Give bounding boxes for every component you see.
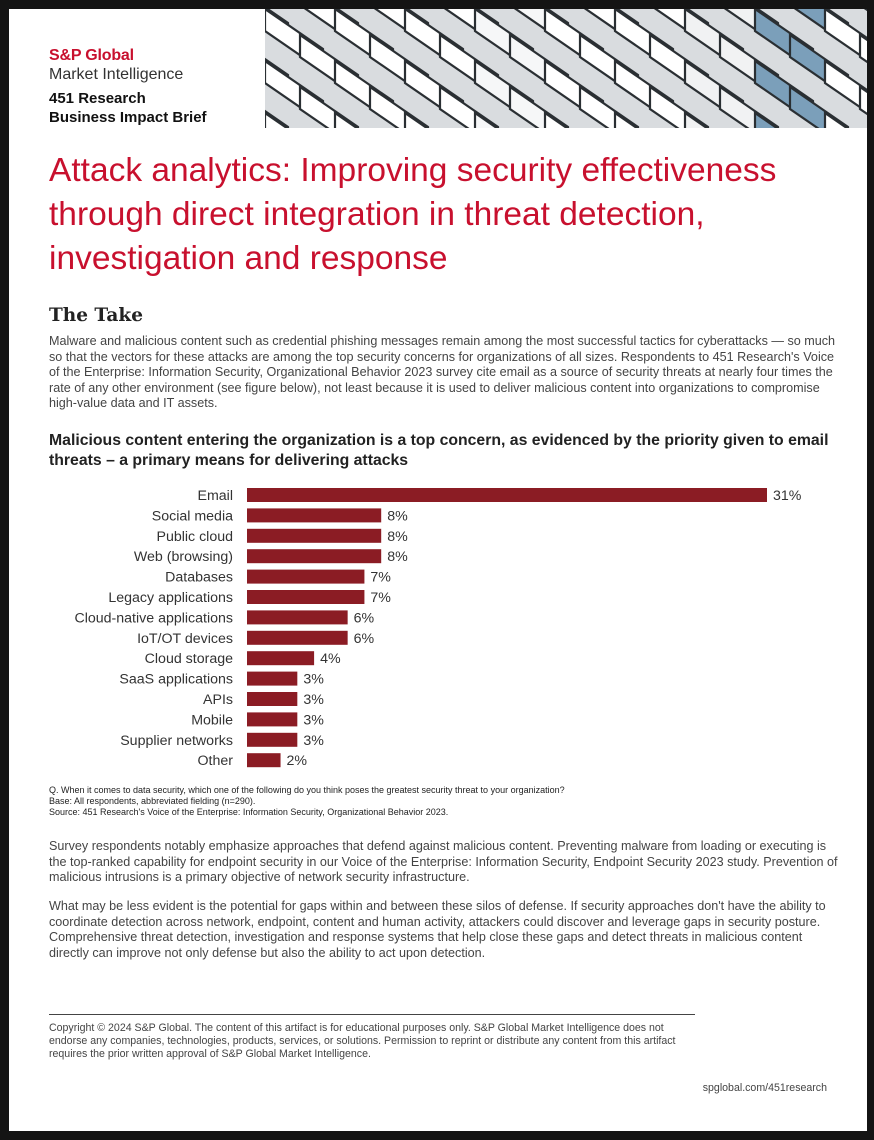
bar [247,692,297,706]
brief-label: Business Impact Brief [49,109,207,126]
survey-base: Base: All respondents, abbreviated fielding (n=290). [49,796,256,806]
value-label: 7% [370,590,391,606]
value-label: 3% [303,732,324,749]
value-label: 8% [387,549,408,566]
value-label: 3% [303,671,324,688]
category-label: Email [197,488,233,504]
hero-tile-image [265,9,867,128]
take-paragraph: Malware and malicious content such as credential phishing messages remain among the most successful tactics for cyberattacks — so much so that the vectors for these attacks are among the top security concerns for organizations of all sizes. Respondents to 451 Research's Voice of the Enterprise: Information Security, Organizational Behavior 2023 survey cite email as a source of security threats at nearly four times the rate of any other environment (see figure below), not least because it is used to deliver malicious content into organizations to compromise high-value data and IT assets. [49,334,836,410]
document-page [9,9,867,1131]
value-label: 6% [353,630,375,647]
copyright-text: Copyright © 2024 S&P Global. The content of this artifact is for educational purposes only. S&P Global Market Intelligence does not endorse any companies, technologies, products, services, or solutions. Permission to reprint or distribute any content from this artifact requires the prior written approval of S&P Global Market Intelligence. [49,1022,676,1060]
category-label: Mobile [191,712,233,729]
category-label: Cloud storage [144,651,233,668]
category-label: Supplier networks [120,732,233,749]
category-label: Other [197,753,233,770]
value-label: 8% [387,508,408,525]
brand-subtitle: Market Intelligence [49,66,184,83]
research-label: 451 Research [49,90,146,107]
survey-question: Q. When it comes to data security, which one of the following do you think poses the greatest security threat to your organization? [49,785,565,795]
value-label: 4% [320,651,341,668]
body-paragraph-2: Survey respondents notably emphasize approaches that defend against malicious content. Preventing malware from loading or executing is the top-ranked capability for endpoint security in our Voice of the Enterprise: Information Security, Endpoint Security 2023 study. Prevention of malicious intrusions is a primary objective of network security infrastructure. [49,839,838,884]
value-label: 2% [286,753,308,770]
bar-chart [9,479,867,779]
footer-divider [49,1014,695,1015]
category-label: Social media [151,508,233,525]
category-label: Legacy applications [108,590,233,606]
category-label: APIs [203,692,233,708]
bar [247,529,381,543]
bar [247,570,364,584]
bar [247,610,348,624]
survey-source: Source: 451 Research's Voice of the Enterprise: Information Security, Organizational Behavior 2023. [49,807,449,817]
bar [247,651,314,665]
category-label: Databases [165,569,233,586]
page-title: Attack analytics: Improving security effectiveness through direct integration in threat detection, investigation and response [49,152,777,277]
bar [247,631,348,645]
bar [247,590,364,604]
value-label: 31% [773,488,802,504]
chart-title: Malicious content entering the organization is a top concern, as evidenced by the priority given to email threats – a primary means for delivering attacks [49,432,829,469]
body-paragraph-3: What may be less evident is the potential for gaps within and between these silos of defense. If security approaches don't have the ability to coordinate detection across network, endpoint, content and human activity, attackers could discover and leverage gaps in security posture. Comprehensive threat detection, investigation and response systems that help close these gaps and detect threats in malicious content directly can improve not only defense but also the ability to act upon detection. [49,899,826,960]
bar [247,712,297,726]
brand-logo: S&P Global [49,47,134,64]
category-label: SaaS applications [119,671,233,688]
bar [247,488,767,502]
brand-block [49,47,207,127]
bar [247,733,297,747]
bar [247,753,281,767]
bar [247,508,381,522]
value-label: 3% [303,692,324,708]
category-label: Cloud-native applications [74,610,233,627]
value-label: 3% [303,712,324,729]
category-label: Web (browsing) [133,549,233,566]
bar [247,549,381,563]
footer-url: spglobal.com/451research [702,1082,827,1094]
value-label: 8% [387,528,408,545]
category-label: IoT/OT devices [137,630,233,647]
section-heading-the-take: The Take [49,305,143,326]
bar [247,672,297,686]
value-label: 6% [353,610,375,627]
category-label: Public cloud [156,528,233,545]
value-label: 7% [370,569,391,586]
chart-notes [49,785,849,818]
